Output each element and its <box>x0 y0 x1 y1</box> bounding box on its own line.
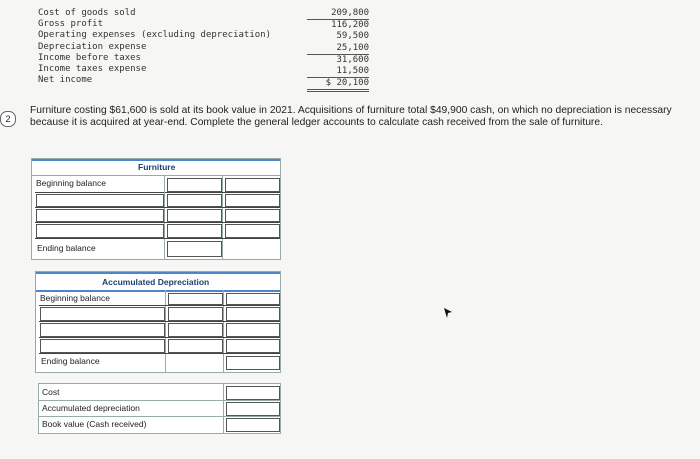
accum-dep-beginning-label: Beginning balance <box>40 293 110 303</box>
accum-dep-amount-input[interactable] <box>226 402 280 416</box>
divider <box>164 175 165 259</box>
accum-dep-beginning-credit-input[interactable] <box>226 293 280 305</box>
divider <box>165 192 280 193</box>
furniture-beginning-credit-input[interactable] <box>225 178 280 192</box>
cost-label: Cost <box>42 387 60 397</box>
furniture-row3-right-input[interactable] <box>225 224 280 238</box>
furniture-account-table <box>31 158 281 260</box>
accum-dep-row3-amount-input[interactable] <box>168 339 223 353</box>
book-value-label: Book value (Cash received) <box>42 419 147 429</box>
accum-dep-ending-label: Ending balance <box>41 356 100 366</box>
accum-dep-row1-amount-input[interactable] <box>168 307 223 321</box>
accum-dep-row2-left-input[interactable] <box>40 323 165 337</box>
is-value-operating-expenses: 59,500 <box>336 31 369 42</box>
accum-dep-row2-right-input[interactable] <box>226 323 280 337</box>
divider <box>222 175 223 259</box>
is-label-gross-profit: Gross profit <box>38 19 104 30</box>
accumulated-depreciation-label: Accumulated depreciation <box>42 403 140 413</box>
divider <box>36 290 280 292</box>
divider <box>39 400 280 401</box>
is-label-income-taxes: Income taxes expense <box>38 63 147 74</box>
question-number-badge: 2 <box>0 111 16 127</box>
is-value-gross-profit: 116,200 <box>331 20 369 31</box>
divider <box>165 290 166 372</box>
accum-dep-row3-right-input[interactable] <box>226 339 280 353</box>
furniture-header-bar <box>32 159 280 161</box>
income-statement-values <box>307 8 369 92</box>
furniture-beginning-label: Beginning balance <box>36 178 106 188</box>
is-value-income-taxes: 11,500 <box>307 66 369 78</box>
furniture-row1-amount-input[interactable] <box>167 194 222 207</box>
is-value-net-income: $ 20,100 <box>307 78 369 92</box>
furniture-row3-left-input[interactable] <box>36 224 164 238</box>
cash-received-amount-input[interactable] <box>226 418 280 432</box>
furniture-title: Furniture <box>138 162 176 172</box>
is-value-cogs: 209,800 <box>307 8 369 20</box>
divider <box>39 321 280 322</box>
accum-dep-account-table <box>35 271 281 373</box>
accum-dep-beginning-amount-input[interactable] <box>168 293 223 305</box>
furniture-row3-amount-input[interactable] <box>167 224 222 238</box>
divider <box>35 192 164 193</box>
divider <box>39 305 280 306</box>
divider <box>35 238 280 239</box>
book-value-table <box>38 383 281 434</box>
accum-dep-row1-left-input[interactable] <box>40 307 165 321</box>
furniture-row2-amount-input[interactable] <box>167 209 222 222</box>
divider <box>35 207 280 208</box>
divider <box>39 337 280 338</box>
accum-dep-row3-left-input[interactable] <box>40 339 165 353</box>
accum-dep-row1-right-input[interactable] <box>226 307 280 321</box>
is-label-net-income: Net income <box>38 75 93 86</box>
divider <box>39 353 280 354</box>
furniture-row1-left-input[interactable] <box>36 194 164 207</box>
accum-dep-ending-amount-input[interactable] <box>226 356 280 370</box>
is-label-depreciation: Depreciation expense <box>38 41 147 52</box>
furniture-ending-amount-input[interactable] <box>167 241 222 257</box>
divider <box>35 222 280 223</box>
furniture-row1-right-input[interactable] <box>225 194 280 207</box>
divider <box>223 384 224 433</box>
accum-dep-header-bar <box>36 272 280 274</box>
income-statement-labels <box>38 8 271 86</box>
furniture-beginning-debit-input[interactable] <box>36 176 164 192</box>
divider <box>39 416 280 417</box>
accum-dep-title: Accumulated Depreciation <box>102 277 210 287</box>
is-label-income-before-taxes: Income before taxes <box>38 52 141 63</box>
furniture-ending-label: Ending balance <box>37 243 96 253</box>
is-label-cogs: Cost of goods sold <box>38 8 136 18</box>
mouse-cursor-icon <box>443 307 453 319</box>
divider <box>223 290 224 372</box>
furniture-row2-left-input[interactable] <box>36 209 164 222</box>
is-value-depreciation: 25,100 <box>307 43 369 55</box>
problem-text: Furniture costing $61,600 is sold at its book value in 2021. Acquisitions of furniture total $49,900 cash, on which no depreciation is necessary because it is acquired at year-end. Complete the general ledger accounts to calculate cash received from the sale of furniture. <box>30 105 672 128</box>
is-label-operating-expenses: Operating expenses (excluding depreciation) <box>38 30 271 41</box>
is-value-income-before-taxes: 31,600 <box>336 54 369 65</box>
furniture-beginning-amount-input[interactable] <box>167 178 222 192</box>
accum-dep-row2-amount-input[interactable] <box>168 323 223 337</box>
cost-amount-input[interactable] <box>226 386 280 400</box>
furniture-row2-right-input[interactable] <box>225 209 280 222</box>
